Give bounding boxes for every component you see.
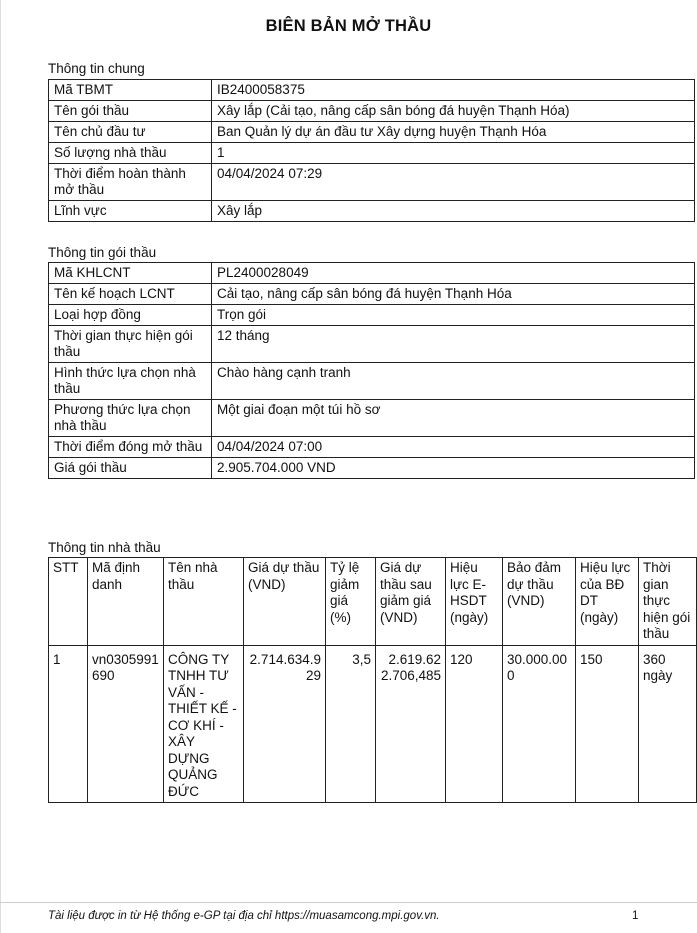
table-row <box>49 201 695 222</box>
general-info-heading: Thông tin chung <box>48 61 145 76</box>
row-label: Số lượng nhà thầu <box>49 143 212 164</box>
cell-id: vn0305991690 <box>88 645 164 803</box>
table-row <box>49 80 695 101</box>
table-row <box>49 326 695 363</box>
cell-validity: 120 <box>446 645 503 803</box>
page-edge <box>0 0 1 933</box>
column-header: Giá dự thầu sau giảm giá (VND) <box>376 558 446 646</box>
column-header: Tỷ lệ giảm giá (%) <box>326 558 376 646</box>
table-row <box>49 143 695 164</box>
cell-price-after-discount: 2.619.622.706,485 <box>376 645 446 803</box>
row-label: Mã KHLCNT <box>49 263 212 284</box>
column-header: Tên nhà thầu <box>164 558 244 646</box>
row-value: PL2400028049 <box>212 263 695 284</box>
table-row <box>49 645 697 803</box>
cell-bid-price: 2.714.634.929 <box>244 645 326 803</box>
column-header: Bảo đảm dự thầu (VND) <box>503 558 576 646</box>
row-value: Ban Quản lý dự án đầu tư Xây dựng huyện Thạnh Hóa <box>212 122 695 143</box>
footer-note: Tài liệu được in từ Hệ thống e-GP tại địa chỉ https://muasamcong.mpi.gov.vn. <box>48 910 440 922</box>
table-row <box>49 437 695 458</box>
row-value: 12 tháng <box>212 326 695 363</box>
row-value: Một giai đoạn một túi hồ sơ <box>212 400 695 437</box>
row-label: Thời điểm hoàn thành mở thầu <box>49 164 212 201</box>
row-value: 1 <box>212 143 695 164</box>
column-header: Hiệu lực của BĐ DT (ngày) <box>576 558 639 646</box>
row-label: Phương thức lựa chọn nhà thầu <box>49 400 212 437</box>
column-header: Hiệu lực E-HSDT (ngày) <box>446 558 503 646</box>
row-value: Chào hàng cạnh tranh <box>212 363 695 400</box>
row-label: Tên chủ đầu tư <box>49 122 212 143</box>
table-row <box>49 101 695 122</box>
table-row <box>49 164 695 201</box>
row-value: IB2400058375 <box>212 80 695 101</box>
package-info-table <box>48 262 695 479</box>
table-row <box>49 284 695 305</box>
cell-stt: 1 <box>49 645 88 803</box>
cell-duration: 360 ngày <box>639 645 697 803</box>
table-row <box>49 363 695 400</box>
column-header: Thời gian thực hiện gói thầu <box>639 558 697 646</box>
cell-name: CÔNG TY TNHH TƯ VẤN - THIẾT KẾ - CƠ KHÍ - XÂY DỰNG QUẢNG ĐỨC <box>164 645 244 803</box>
row-value: Trọn gói <box>212 305 695 326</box>
document-title: BIÊN BẢN MỞ THẦU <box>265 17 432 35</box>
cell-discount: 3,5 <box>326 645 376 803</box>
table-header-row <box>49 558 697 646</box>
contractor-table <box>48 557 697 803</box>
row-label: Loại hợp đồng <box>49 305 212 326</box>
row-label: Thời gian thực hiện gói thầu <box>49 326 212 363</box>
row-label: Thời điểm đóng mở thầu <box>49 437 212 458</box>
table-row <box>49 263 695 284</box>
column-header: Giá dự thầu (VND) <box>244 558 326 646</box>
row-label: Tên kế hoạch LCNT <box>49 284 212 305</box>
contractor-info-heading: Thông tin nhà thầu <box>48 540 161 555</box>
footer-divider <box>0 902 697 903</box>
row-label: Tên gói thầu <box>49 101 212 122</box>
cell-guarantee: 30.000.000 <box>503 645 576 803</box>
row-value: 04/04/2024 07:00 <box>212 437 695 458</box>
column-header: STT <box>49 558 88 646</box>
row-label: Giá gói thầu <box>49 458 212 479</box>
cell-guarantee-validity: 150 <box>576 645 639 803</box>
row-label: Lĩnh vực <box>49 201 212 222</box>
package-info-heading: Thông tin gói thầu <box>48 245 157 260</box>
table-row <box>49 305 695 326</box>
row-value: Cải tạo, nâng cấp sân bóng đá huyện Thạnh Hóa <box>212 284 695 305</box>
table-row <box>49 400 695 437</box>
row-value: 04/04/2024 07:29 <box>212 164 695 201</box>
row-label: Mã TBMT <box>49 80 212 101</box>
row-value: Xây lắp <box>212 201 695 222</box>
general-info-table <box>48 79 695 222</box>
page-number: 1 <box>632 910 639 922</box>
row-value: 2.905.704.000 VND <box>212 458 695 479</box>
table-row <box>49 122 695 143</box>
row-value: Xây lắp (Cải tạo, nâng cấp sân bóng đá huyện Thạnh Hóa) <box>212 101 695 122</box>
row-label: Hình thức lựa chọn nhà thầu <box>49 363 212 400</box>
column-header: Mã định danh <box>88 558 164 646</box>
table-row <box>49 458 695 479</box>
